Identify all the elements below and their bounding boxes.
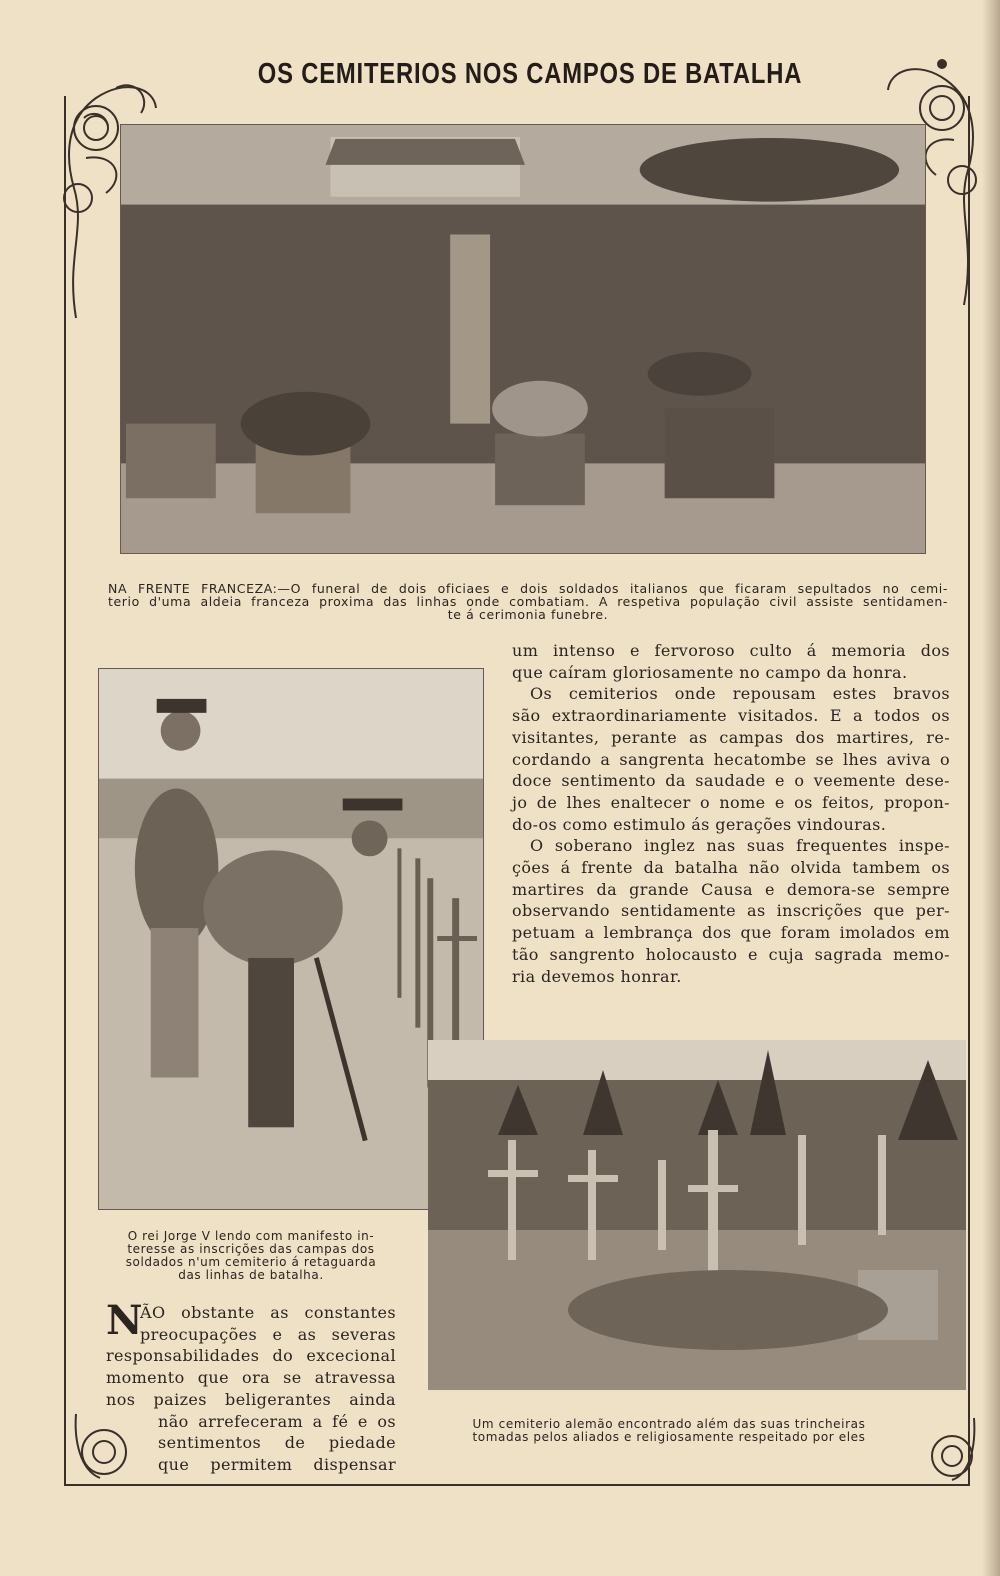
article-line: do-os como estimulo ás gerações vindouras.	[512, 814, 887, 834]
king-caption	[106, 1230, 396, 1282]
king-caption-line: soldados n'um cemiterio á retaguarda	[125, 1255, 377, 1269]
article-line: Os cemiterios onde repousam estes bravos	[530, 684, 950, 704]
king-photo	[98, 668, 484, 1210]
article-line: O soberano inglez nas suas frequentes inspe-	[530, 836, 950, 856]
article-line: ria devemos honrar.	[512, 966, 682, 986]
funeral-caption-line: NA FRENTE FRANCEZA:—O funeral de dois oficiaes e dois soldados italianos que ficaram sepultados no cemi-	[108, 581, 948, 596]
cemetery-caption-line: Um cemiterio alemão encontrado além das suas trincheiras	[472, 1417, 866, 1431]
article-right-column	[512, 640, 950, 987]
article-line: ções á frente da batalha não olvida tambem os	[512, 858, 950, 878]
article-line: sentimentos de piedade	[158, 1433, 396, 1453]
article-line: momento que ora se atravessa	[106, 1368, 396, 1388]
article-line: que permitem dispensar	[158, 1454, 396, 1474]
king-caption-line: O rei Jorge V lendo com manifesto in-	[127, 1229, 375, 1243]
cemetery-caption-line: tomadas pelos aliados e religiosamente respeitado por eles	[472, 1430, 866, 1444]
article-line: preocupações e as severas	[140, 1324, 396, 1344]
funeral-caption	[108, 582, 948, 621]
drop-cap: N	[106, 1297, 143, 1344]
article-line: jo de lhes enaltecer o nome e os feitos, propon-	[512, 792, 950, 812]
article-line: responsabilidades do excecional	[106, 1346, 396, 1366]
cemetery-photo	[428, 1040, 966, 1390]
article-line: martires da grande Causa e demora-se sempre	[512, 879, 950, 899]
article-line: doce sentimento da saudade e o veemente dese-	[512, 771, 950, 791]
funeral-caption-line: terio d'uma aldeia franceza proxima das linhas onde combatiam. A respetiva população civil assiste sentidamen-	[108, 594, 948, 609]
ornament-bottom-right	[926, 1416, 980, 1484]
article-line: que caíram gloriosamente no campo da honra.	[512, 662, 908, 682]
page-title: OS CEMITERIOS NOS CAMPOS DE BATALHA	[257, 58, 803, 90]
article-line: são extraordinariamente visitados. E a todos os	[512, 706, 950, 726]
funeral-caption-line: te á cerimonia funebre.	[447, 607, 609, 622]
funeral-photo	[120, 124, 926, 554]
article-line: um intenso e fervoroso culto á memoria dos	[512, 641, 950, 660]
cemetery-caption	[446, 1418, 892, 1444]
article-line: nos paizes beligerantes ainda	[106, 1389, 396, 1409]
article-line: ÃO obstante as constantes	[140, 1303, 396, 1322]
king-caption-line: das linhas de batalha.	[178, 1268, 324, 1282]
article-line: petuam a lembrança dos que foram imolados em	[512, 923, 950, 943]
article-line: não arrefeceram a fé e os	[158, 1411, 396, 1431]
article-line: tão sangrento holocausto e cuja sagrada memo-	[512, 944, 950, 964]
king-caption-line: teresse as inscrições das campas dos	[127, 1242, 375, 1256]
article-line: visitantes, perante as campas dos martires, re-	[512, 727, 950, 747]
binding-shadow	[982, 0, 1000, 1576]
article-line: observando sentidamente as inscrições que per-	[512, 901, 950, 921]
article-left-column	[106, 1297, 396, 1476]
article-line: cordando a sangrenta hecatombe se lhes aviva o	[512, 749, 950, 769]
